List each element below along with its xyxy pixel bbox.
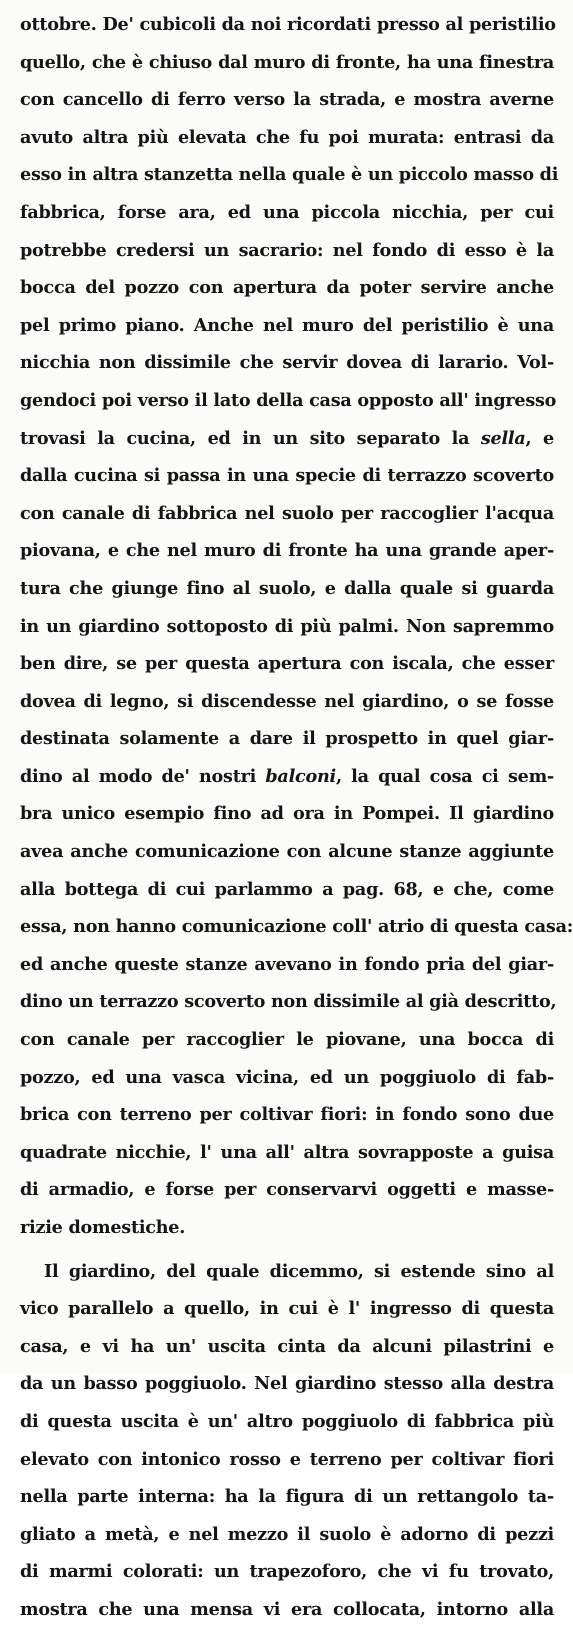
text-line — [20, 1209, 554, 1247]
text-segment: destinata solamente a dare il prospetto in quel giar- — [20, 728, 554, 750]
text-segment: pel primo piano. Anche nel muro del peristilio è una — [20, 314, 554, 336]
text-line — [20, 795, 554, 833]
text-line — [20, 1403, 554, 1441]
text-segment: alla bottega di cui parlammo a pag. 68, e che, come — [20, 878, 554, 900]
paragraph — [20, 1253, 554, 1629]
text-line — [20, 683, 554, 721]
text-line — [20, 532, 554, 570]
text-line — [20, 1591, 554, 1629]
text-line — [20, 1021, 554, 1059]
text-line — [20, 81, 554, 119]
text-line — [20, 6, 554, 44]
text-segment: di questa uscita è un' altro poggiuolo di fabbrica più — [20, 1410, 554, 1432]
text-segment: bocca del pozzo con apertura da poter servire anche — [20, 277, 554, 299]
text-line — [20, 1553, 554, 1591]
text-line — [20, 44, 554, 82]
italic-word: sella — [480, 427, 526, 449]
text-line — [20, 307, 554, 345]
text-line — [20, 457, 554, 495]
text-segment: gliato a metà, e nel mezzo il suolo è adorno di pezzi — [20, 1523, 554, 1545]
text-line — [20, 720, 554, 758]
text-segment: dovea di legno, si discendesse nel giardino, o se fosse — [20, 690, 554, 712]
text-segment: Il giardino, del quale dicemmo, si estende sino al — [44, 1260, 554, 1282]
text-segment: pozzo, ed una vasca vicina, ed un poggiuolo di fab- — [20, 1066, 554, 1088]
text-segment: piovana, e che nel muro di fronte ha una grande aper- — [20, 540, 554, 562]
text-line — [20, 1096, 554, 1134]
text-line — [20, 1290, 554, 1328]
text-segment: con cancello di ferro verso la strada, e mostra averne — [20, 89, 554, 111]
text-segment: elevato con intonico rosso e terreno per coltivar fiori — [20, 1448, 554, 1470]
text-line — [20, 758, 554, 796]
text-segment: dino al modo de' nostri — [20, 765, 266, 787]
text-segment: con canale di fabbrica nel suolo per raccoglier l'acqua — [20, 502, 554, 524]
page-text — [20, 6, 573, 1629]
text-segment: , e — [525, 427, 554, 449]
text-line — [20, 232, 554, 270]
text-segment: esso in altra stanzetta nella quale è un piccolo masso di — [20, 164, 559, 186]
text-line — [20, 570, 554, 608]
text-segment: dalla cucina si passa in una specie di terrazzo scoverto — [20, 465, 554, 487]
italic-word: balconi — [265, 765, 336, 787]
text-segment: gendoci poi verso il lato della casa opposto all' ingresso — [20, 389, 557, 411]
text-line — [20, 1441, 554, 1479]
text-line — [20, 1516, 554, 1554]
text-line — [20, 119, 554, 157]
text-line — [20, 420, 554, 458]
text-segment: rizie domestiche. — [20, 1217, 186, 1238]
text-segment: quadrate nicchie, l' una all' altra sovrapposte a guisa — [20, 1141, 554, 1163]
text-segment: dino un terrazzo scoverto non dissimile al già descritto, — [20, 991, 557, 1013]
text-line — [20, 156, 559, 194]
text-segment: di marmi colorati: un trapezoforo, che vi fu trovato, — [20, 1561, 554, 1583]
text-segment: essa, non hanno comunicazione coll' atrio di questa casa: — [20, 916, 573, 938]
text-segment: bra unico esempio fino ad ora in Pompei. Il giardino — [20, 803, 554, 825]
text-segment: nella parte interna: ha la figura di un rettangolo ta- — [20, 1486, 554, 1508]
text-segment: potrebbe credersi un sacrario: nel fondo di esso è la — [20, 239, 554, 261]
text-line — [20, 382, 557, 420]
text-segment: ben dire, se per questa apertura con iscala, che esser — [20, 653, 554, 675]
text-line — [20, 645, 554, 683]
text-line — [20, 269, 554, 307]
text-segment: di armadio, e forse per conservarvi oggetti e masse- — [20, 1179, 554, 1201]
text-line — [20, 833, 554, 871]
text-line — [20, 871, 554, 909]
text-segment: vico parallelo a quello, in cui è l' ingresso di questa — [20, 1298, 554, 1320]
text-segment: fabbrica, forse ara, ed una piccola nicchia, per cui — [20, 201, 554, 223]
text-line — [20, 1134, 554, 1172]
text-segment: quello, che è chiuso dal muro di fronte, ha una finestra — [20, 51, 554, 73]
paragraph — [20, 6, 573, 1247]
text-segment: , la qual cosa ci sem- — [335, 765, 554, 787]
text-segment: con canale per raccoglier le piovane, una bocca di — [20, 1029, 554, 1051]
text-line — [20, 495, 554, 533]
text-line — [20, 908, 573, 946]
text-segment: mostra che una mensa vi era collocata, intorno alla — [20, 1598, 554, 1620]
text-segment: trovasi la cucina, ed in un sito separato la — [20, 427, 481, 449]
text-segment: tura che giunge fino al suolo, e dalla quale si guarda — [20, 577, 554, 599]
text-line — [20, 1328, 554, 1366]
text-line — [20, 1059, 554, 1097]
text-segment: ed anche queste stanze avevano in fondo pria del giar- — [20, 953, 554, 975]
text-segment: ottobre. De' cubicoli da noi ricordati presso al peristilio — [20, 14, 556, 35]
text-line — [20, 344, 554, 382]
text-line — [20, 1171, 554, 1209]
text-segment: casa, e vi ha un' uscita cinta da alcuni pilastrini e — [20, 1335, 554, 1357]
text-line — [20, 194, 554, 232]
text-segment: da un basso poggiuolo. Nel giardino stesso alla destra — [20, 1373, 554, 1395]
text-segment: avuto altra più elevata che fu poi murata: entrasi da — [20, 126, 554, 148]
text-line — [20, 1253, 554, 1291]
text-line — [20, 608, 554, 646]
text-segment: brica con terreno per coltivar fiori: in fondo sono due — [20, 1104, 554, 1126]
text-segment: nicchia non dissimile che servir dovea di larario. Vol- — [20, 352, 554, 374]
text-segment: avea anche comunicazione con alcune stanze aggiunte — [20, 841, 554, 863]
text-line — [20, 946, 554, 984]
text-line — [20, 983, 557, 1021]
text-line — [20, 1478, 554, 1516]
text-line — [20, 1365, 554, 1403]
text-segment: in un giardino sottoposto di più palmi. Non sapremmo — [20, 615, 554, 637]
